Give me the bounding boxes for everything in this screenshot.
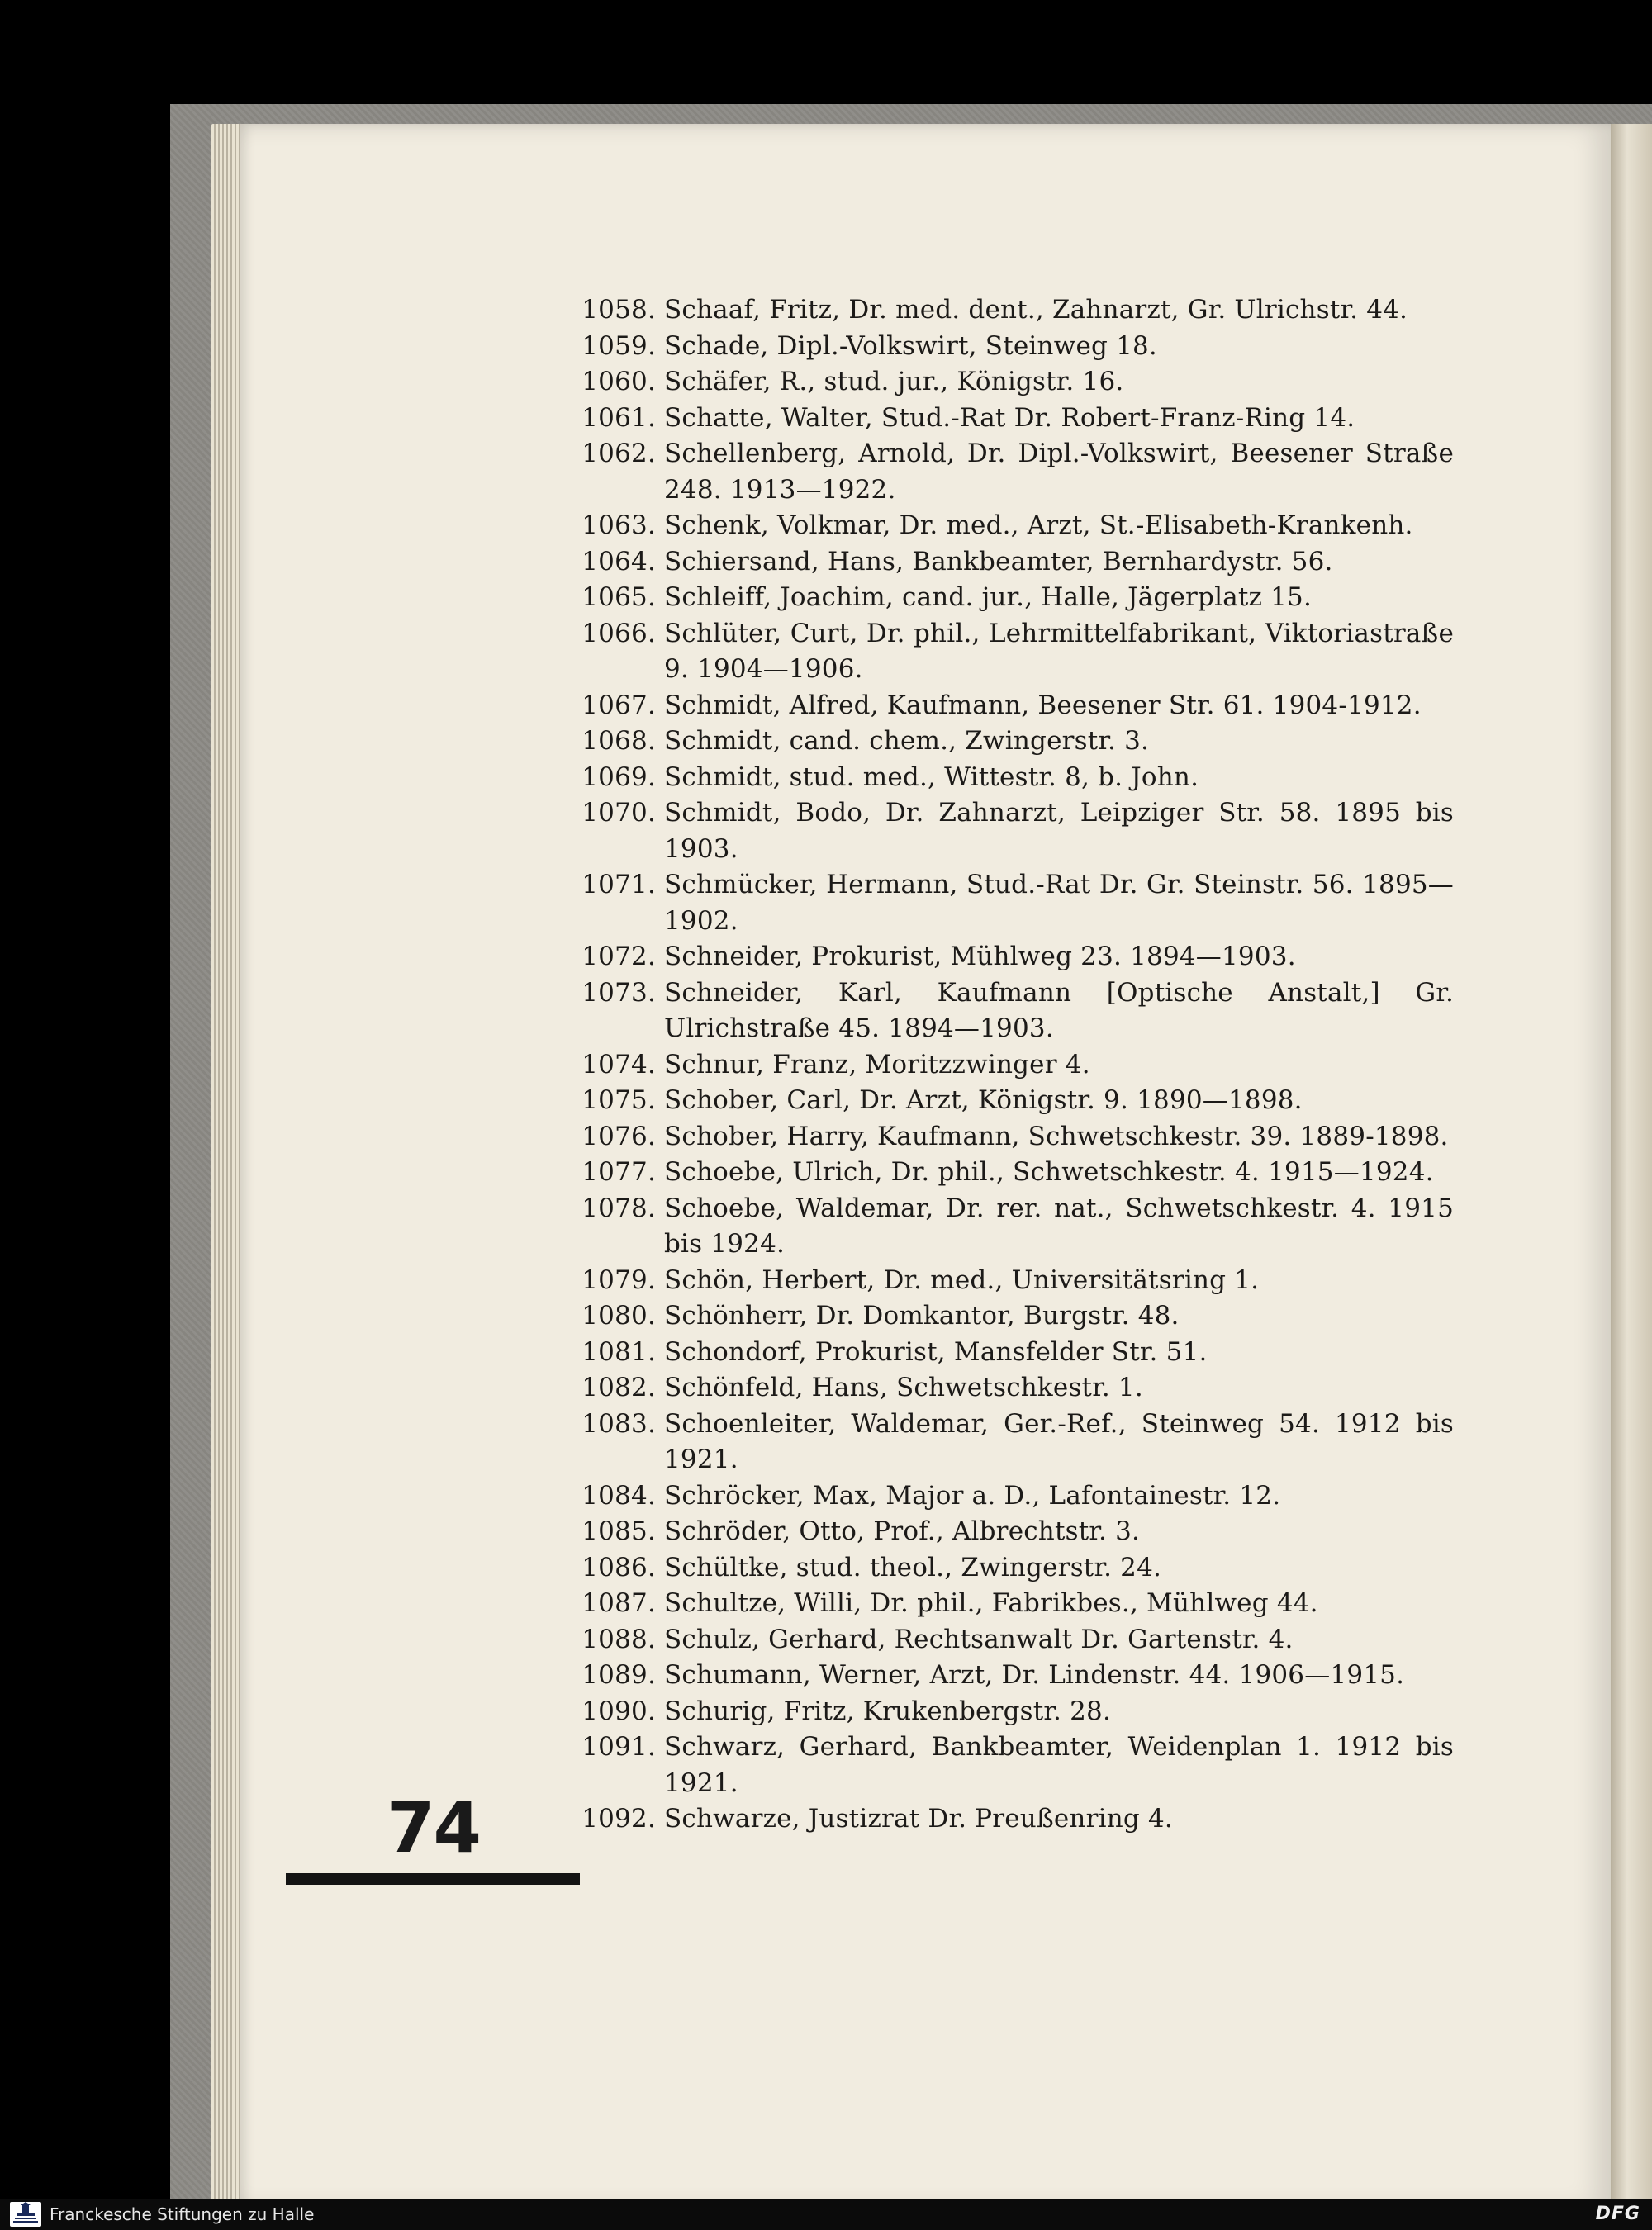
entry-number: 1062. xyxy=(582,439,656,468)
entry-text: Schoebe, Ulrich, Dr. phil., Schwetschkestr. 4. 1915—1924. xyxy=(664,1157,1434,1187)
entry-text: Schumann, Werner, Arzt, Dr. Lindenstr. 44. 1906—1915. xyxy=(664,1660,1405,1690)
entry-number: 1070. xyxy=(582,798,656,828)
entry-number: 1066. xyxy=(582,618,656,648)
entry-number: 1080. xyxy=(582,1301,656,1331)
entry-number: 1076. xyxy=(582,1121,656,1151)
entry-number: 1085. xyxy=(582,1516,656,1546)
entry-text: Schwarz, Gerhard, Bankbeamter, Weidenplan 1. 1912 bis 1921. xyxy=(664,1732,1454,1798)
entry-number: 1064. xyxy=(582,546,656,576)
entry-number: 1067. xyxy=(582,690,656,720)
entry xyxy=(570,1407,1454,1478)
entry-text: Schade, Dipl.-Volkswirt, Steinweg 18. xyxy=(664,330,1157,361)
entry-text: Schoenleiter, Waldemar, Ger.-Ref., Steinweg 54. 1912 bis 1921. xyxy=(664,1408,1454,1474)
entry-number: 1059. xyxy=(582,330,656,361)
institution-name: Franckesche Stiftungen zu Halle xyxy=(50,2204,315,2224)
entry-number: 1078. xyxy=(582,1193,656,1223)
entry xyxy=(570,1370,1454,1407)
entry-text: Schondorf, Prokurist, Mansfelder Str. 51. xyxy=(664,1336,1208,1367)
page-number: 74 xyxy=(387,1787,480,1868)
institution-logo-icon xyxy=(10,2202,41,2227)
entry-number: 1083. xyxy=(582,1408,656,1439)
entry-text: Schmidt, Bodo, Dr. Zahnarzt, Leipziger Str. 58. 1895 bis 1903. xyxy=(664,798,1454,864)
entry-text: Schurig, Fritz, Krukenbergstr. 28. xyxy=(664,1696,1112,1726)
entry-number: 1079. xyxy=(582,1264,656,1295)
entry xyxy=(570,401,1454,437)
page-number-rule xyxy=(286,1873,580,1885)
entry xyxy=(570,688,1454,724)
entry xyxy=(570,1083,1454,1119)
entry-number: 1065. xyxy=(582,582,656,612)
entry xyxy=(570,1550,1454,1587)
entry xyxy=(570,544,1454,581)
entry xyxy=(570,1729,1454,1801)
entry-text: Schäfer, R., stud. jur., Königstr. 16. xyxy=(664,367,1124,396)
entry-text: Schön, Herbert, Dr. med., Universitätsring 1. xyxy=(664,1264,1260,1295)
entry-text: Schlüter, Curt, Dr. phil., Lehrmittelfabrikant, Viktoriastraße 9. 1904—1906. xyxy=(664,618,1454,684)
entry-text: Schatte, Walter, Stud.-Rat Dr. Robert-Franz-Ring 14. xyxy=(664,402,1355,433)
entry-number: 1071. xyxy=(582,870,656,899)
entry xyxy=(570,1478,1454,1515)
entry-text: Schneider, Prokurist, Mühlweg 23. 1894—1903. xyxy=(664,942,1296,971)
entry-text: Schönfeld, Hans, Schwetschkestr. 1. xyxy=(664,1373,1143,1402)
entry xyxy=(570,1155,1454,1191)
entry xyxy=(570,1622,1454,1658)
entry-text: Schröcker, Max, Major a. D., Lafontainestr. 12. xyxy=(664,1480,1281,1511)
entry xyxy=(570,1335,1454,1371)
entry-text: Schmidt, stud. med., Wittestr. 8, b. John. xyxy=(664,762,1199,792)
entry xyxy=(570,724,1454,760)
entry xyxy=(570,760,1454,796)
entry-number: 1092. xyxy=(582,1804,656,1834)
entry-number: 1069. xyxy=(582,762,656,792)
entry xyxy=(570,975,1454,1047)
entry-number: 1072. xyxy=(582,942,656,971)
entry-number: 1086. xyxy=(582,1552,656,1582)
entry xyxy=(570,508,1454,544)
entry xyxy=(570,436,1454,508)
entry-number: 1074. xyxy=(582,1049,656,1079)
entry-text: Schultze, Willi, Dr. phil., Fabrikbes., Mühlweg 44. xyxy=(664,1588,1318,1618)
entry-text: Schiersand, Hans, Bankbeamter, Bernhardystr. 56. xyxy=(664,546,1333,576)
entry-number: 1063. xyxy=(582,510,656,540)
entry-text: Schmücker, Hermann, Stud.-Rat Dr. Gr. Steinstr. 56. 1895—1902. xyxy=(664,870,1454,936)
entry-number: 1084. xyxy=(582,1480,656,1511)
entry-text: Schober, Carl, Dr. Arzt, Königstr. 9. 1890—1898. xyxy=(664,1085,1303,1115)
entry xyxy=(570,1047,1454,1084)
entry-number: 1081. xyxy=(582,1336,656,1367)
entry xyxy=(570,1298,1454,1335)
entry xyxy=(570,1191,1454,1263)
entry-text: Schaaf, Fritz, Dr. med. dent., Zahnarzt, Gr. Ulrichstr. 44. xyxy=(664,295,1408,325)
entry-number: 1077. xyxy=(582,1157,656,1187)
entry xyxy=(570,364,1454,401)
entry-text: Schneider, Karl, Kaufmann [Optische Anstalt,] Gr. Ulrichstraße 45. 1894—1903. xyxy=(664,977,1454,1043)
entry xyxy=(570,1658,1454,1694)
entry-number: 1088. xyxy=(582,1624,656,1654)
entry xyxy=(570,1119,1454,1155)
entry-text: Schulz, Gerhard, Rechtsanwalt Dr. Gartenstr. 4. xyxy=(664,1624,1294,1654)
entry xyxy=(570,616,1454,688)
entry xyxy=(570,580,1454,616)
entry-number: 1058. xyxy=(582,295,656,325)
entry-list xyxy=(570,292,1454,1838)
entry-number: 1073. xyxy=(582,977,656,1008)
entry-text: Schoebe, Waldemar, Dr. rer. nat., Schwetschkestr. 4. 1915 bis 1924. xyxy=(664,1193,1454,1259)
entry-text: Schmidt, Alfred, Kaufmann, Beesener Str. 61. 1904-1912. xyxy=(664,690,1422,720)
entry-text: Schmidt, cand. chem., Zwingerstr. 3. xyxy=(664,726,1150,756)
entry xyxy=(570,867,1454,939)
entry xyxy=(570,1263,1454,1299)
entry xyxy=(570,1586,1454,1622)
entry-number: 1089. xyxy=(582,1660,656,1690)
entry-text: Schültke, stud. theol., Zwingerstr. 24. xyxy=(664,1552,1162,1582)
entry-number: 1087. xyxy=(582,1588,656,1618)
entry-text: Schleiff, Joachim, cand. jur., Halle, Jägerplatz 15. xyxy=(664,582,1313,612)
book-gutter xyxy=(1611,124,1652,2209)
entry-text: Schenk, Volkmar, Dr. med., Arzt, St.-Elisabeth-Krankenh. xyxy=(664,510,1413,540)
entry-number: 1068. xyxy=(582,726,656,756)
entry-text: Schwarze, Justizrat Dr. Preußenring 4. xyxy=(664,1804,1173,1834)
entry xyxy=(570,795,1454,867)
entry xyxy=(570,1514,1454,1550)
entry-text: Schröder, Otto, Prof., Albrechtstr. 3. xyxy=(664,1516,1141,1546)
footer-bar xyxy=(0,2199,1652,2230)
entry xyxy=(570,1694,1454,1730)
entry xyxy=(570,292,1454,329)
entry-text: Schönherr, Dr. Domkantor, Burgstr. 48. xyxy=(664,1301,1180,1331)
entry xyxy=(570,329,1454,365)
entry-number: 1061. xyxy=(582,402,656,433)
entry-number: 1075. xyxy=(582,1085,656,1115)
entry-text: Schnur, Franz, Moritzzwinger 4. xyxy=(664,1049,1090,1079)
entry-text: Schellenberg, Arnold, Dr. Dipl.-Volkswirt, Beesener Straße 248. 1913—1922. xyxy=(664,439,1454,505)
entry xyxy=(570,1801,1454,1838)
entry xyxy=(570,939,1454,975)
entry-text: Schober, Harry, Kaufmann, Schwetschkestr. 39. 1889-1898. xyxy=(664,1121,1449,1151)
entry-number: 1082. xyxy=(582,1373,656,1402)
entry-number: 1060. xyxy=(582,367,656,396)
entry-number: 1091. xyxy=(582,1732,656,1762)
dfg-logo: DFG xyxy=(1595,2204,1640,2224)
entry-number: 1090. xyxy=(582,1696,656,1726)
